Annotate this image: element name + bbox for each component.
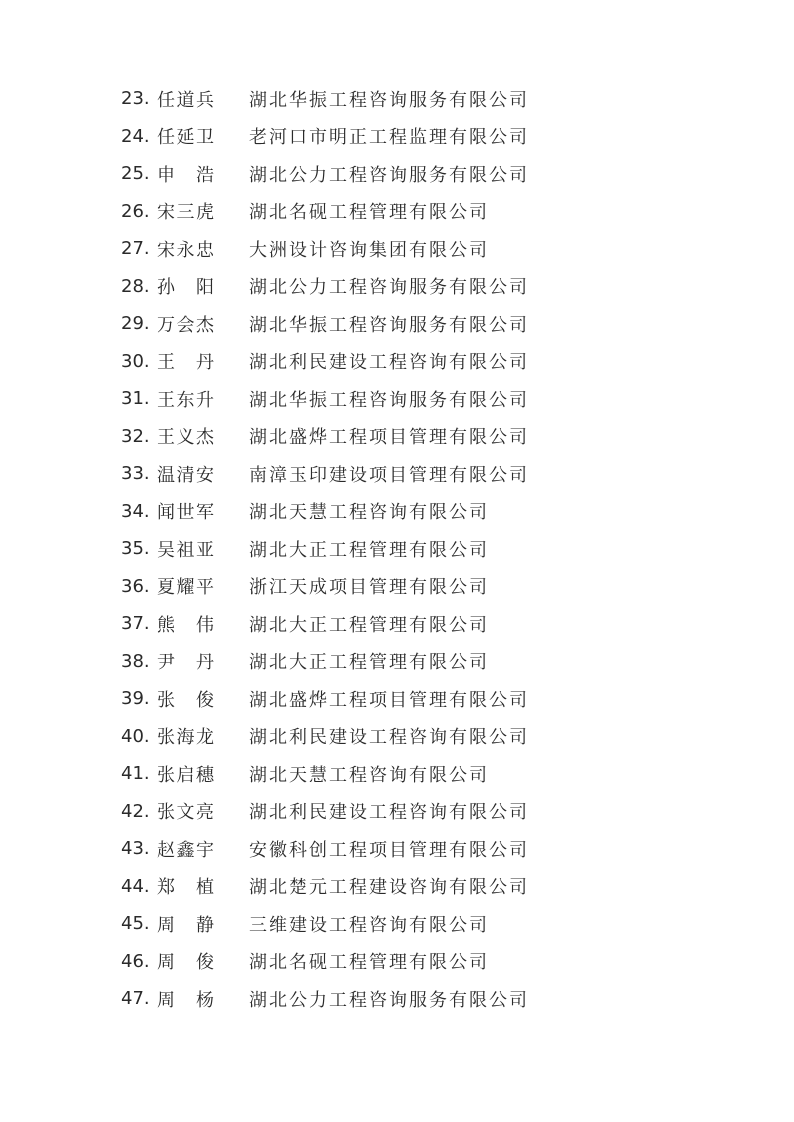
company-name: 湖北利民建设工程咨询有限公司: [249, 727, 529, 749]
list-item: [121, 230, 721, 268]
list-item: [121, 455, 721, 493]
person-name: 温清安: [157, 464, 216, 486]
list-item: [121, 605, 721, 643]
company-name: 湖北名砚工程管理有限公司: [249, 952, 489, 974]
person-name: 周 杨: [157, 989, 216, 1011]
entry-number: 32.: [121, 425, 150, 447]
entry-number: 37.: [121, 613, 150, 635]
entry-number: 46.: [121, 950, 150, 972]
company-name: 浙江天成项目管理有限公司: [249, 577, 489, 599]
list-item: [121, 718, 721, 756]
person-name: 张 俊: [157, 689, 216, 711]
company-name: 湖北楚元工程建设咨询有限公司: [249, 877, 529, 899]
entry-number: 23.: [121, 88, 150, 110]
list-item: [121, 380, 721, 418]
person-name: 周 俊: [157, 952, 216, 974]
entry-number: 47.: [121, 988, 150, 1010]
person-name: 张文亮: [157, 802, 216, 824]
company-name: 湖北名砚工程管理有限公司: [249, 202, 489, 224]
company-name: 湖北利民建设工程咨询有限公司: [249, 802, 529, 824]
entry-number: 41.: [121, 763, 150, 785]
entry-number: 24.: [121, 125, 150, 147]
company-name: 三维建设工程咨询有限公司: [249, 914, 489, 936]
list-item: [121, 268, 721, 306]
company-name: 湖北天慧工程咨询有限公司: [249, 502, 489, 524]
list-item: [121, 680, 721, 718]
list-item: [121, 755, 721, 793]
company-name: 湖北天慧工程咨询有限公司: [249, 764, 489, 786]
company-name: 湖北公力工程咨询服务有限公司: [249, 164, 529, 186]
person-name: 郑 植: [157, 877, 216, 899]
company-name: 湖北华振工程咨询服务有限公司: [249, 314, 529, 336]
entry-number: 30.: [121, 350, 150, 372]
list-item: [121, 305, 721, 343]
list-item: [121, 80, 721, 118]
person-name: 尹 丹: [157, 652, 216, 674]
entry-number: 33.: [121, 463, 150, 485]
entry-number: 45.: [121, 913, 150, 935]
person-name: 张海龙: [157, 727, 216, 749]
person-name: 熊 伟: [157, 614, 216, 636]
company-name: 湖北华振工程咨询服务有限公司: [249, 89, 529, 111]
list-item: [121, 830, 721, 868]
entry-number: 44.: [121, 875, 150, 897]
person-name: 任延卫: [157, 127, 216, 149]
company-name: 大洲设计咨询集团有限公司: [249, 239, 489, 261]
person-name: 申 浩: [157, 164, 216, 186]
entry-number: 39.: [121, 688, 150, 710]
company-name: 湖北大正工程管理有限公司: [249, 652, 489, 674]
company-name: 湖北盛烨工程项目管理有限公司: [249, 689, 529, 711]
company-name: 南漳玉印建设项目管理有限公司: [249, 464, 529, 486]
list-item: [121, 943, 721, 981]
company-name: 湖北华振工程咨询服务有限公司: [249, 389, 529, 411]
company-name: 湖北公力工程咨询服务有限公司: [249, 989, 529, 1011]
entry-number: 35.: [121, 538, 150, 560]
entry-number: 26.: [121, 200, 150, 222]
person-name: 宋永忠: [157, 239, 216, 261]
company-name: 湖北盛烨工程项目管理有限公司: [249, 427, 529, 449]
company-name: 安徽科创工程项目管理有限公司: [249, 839, 529, 861]
person-name: 闻世军: [157, 502, 216, 524]
person-name: 王东升: [157, 389, 216, 411]
person-name: 万会杰: [157, 314, 216, 336]
company-name: 湖北公力工程咨询服务有限公司: [249, 277, 529, 299]
person-name: 夏耀平: [157, 577, 216, 599]
person-name: 孙 阳: [157, 277, 216, 299]
list-item: [121, 418, 721, 456]
entry-number: 28.: [121, 275, 150, 297]
person-name: 王义杰: [157, 427, 216, 449]
list-item: [121, 530, 721, 568]
list-item: [121, 905, 721, 943]
person-name: 张启穗: [157, 764, 216, 786]
list-item: [121, 343, 721, 381]
list-item: [121, 118, 721, 156]
entry-number: 36.: [121, 575, 150, 597]
entry-number: 42.: [121, 800, 150, 822]
entry-number: 43.: [121, 838, 150, 860]
list-item: [121, 868, 721, 906]
person-name: 吴祖亚: [157, 539, 216, 561]
entry-number: 29.: [121, 313, 150, 335]
person-name: 宋三虎: [157, 202, 216, 224]
entry-number: 31.: [121, 388, 150, 410]
entry-number: 27.: [121, 238, 150, 260]
entry-number: 34.: [121, 500, 150, 522]
entry-number: 40.: [121, 725, 150, 747]
list-item: [121, 155, 721, 193]
list-item: [121, 568, 721, 606]
list-item: [121, 793, 721, 831]
person-name: 周 静: [157, 914, 216, 936]
person-name: 王 丹: [157, 352, 216, 374]
company-name: 湖北大正工程管理有限公司: [249, 614, 489, 636]
personnel-list: [121, 80, 721, 1018]
company-name: 湖北大正工程管理有限公司: [249, 539, 489, 561]
entry-number: 38.: [121, 650, 150, 672]
company-name: 湖北利民建设工程咨询有限公司: [249, 352, 529, 374]
list-item: [121, 643, 721, 681]
person-name: 赵鑫宇: [157, 839, 216, 861]
company-name: 老河口市明正工程监理有限公司: [249, 127, 529, 149]
list-item: [121, 193, 721, 231]
list-item: [121, 493, 721, 531]
entry-number: 25.: [121, 163, 150, 185]
list-item: [121, 980, 721, 1018]
person-name: 任道兵: [157, 89, 216, 111]
